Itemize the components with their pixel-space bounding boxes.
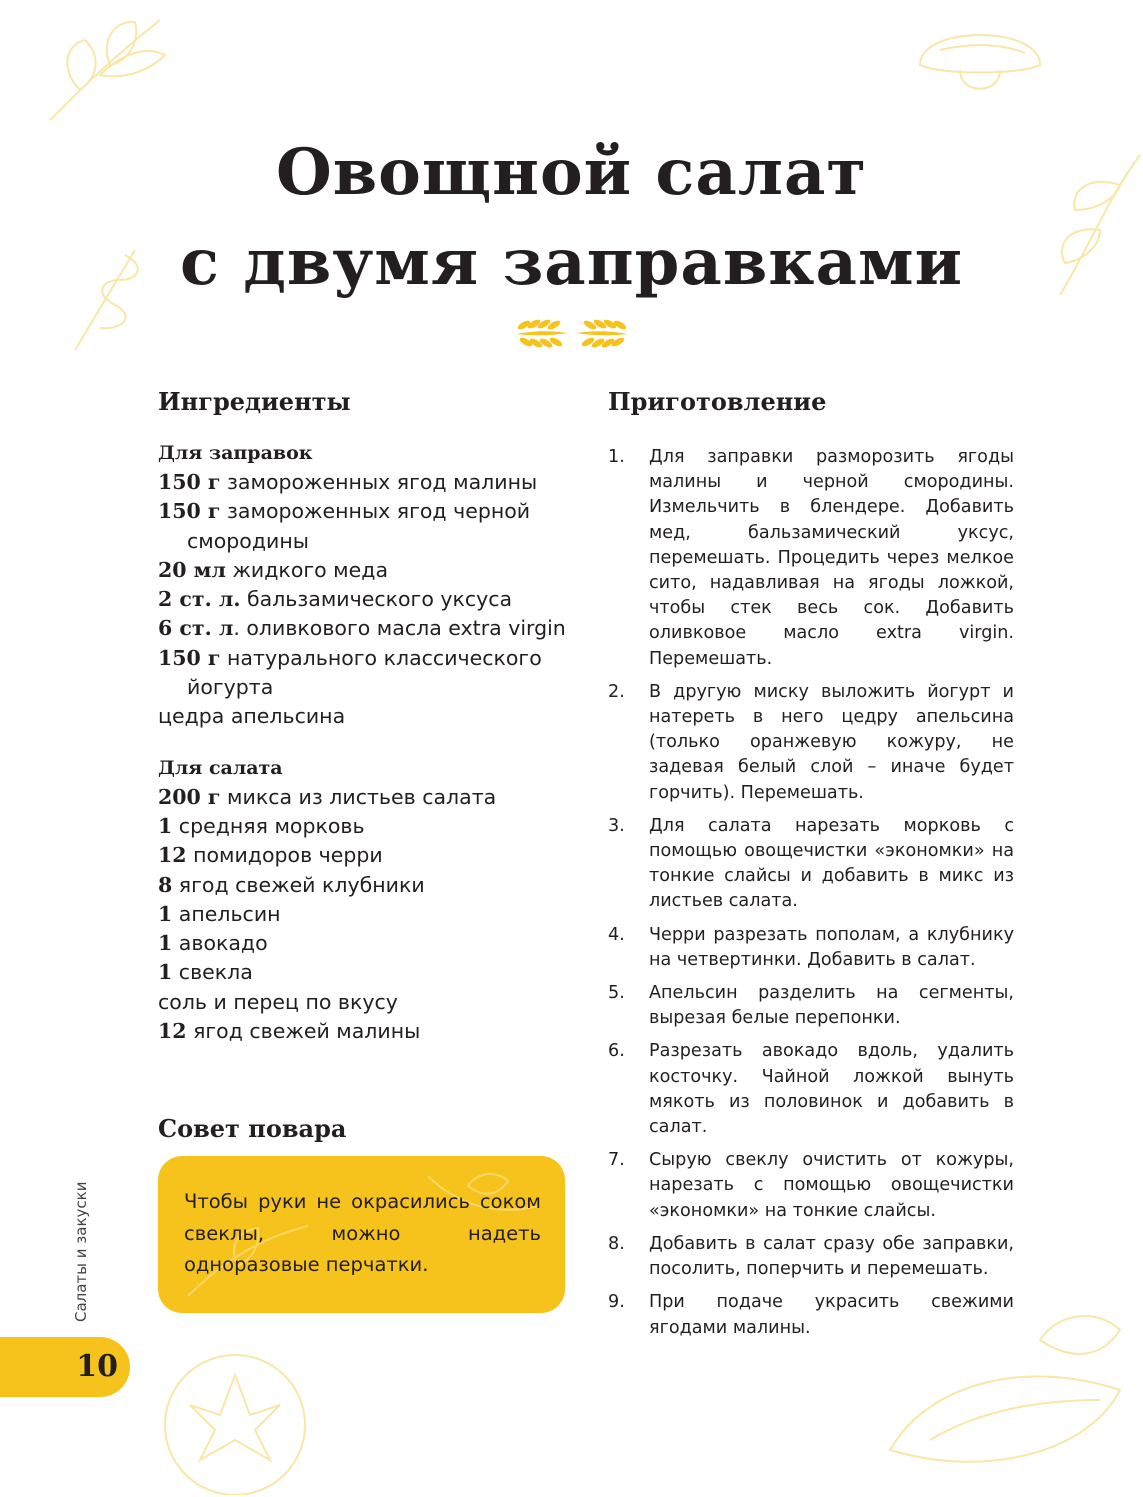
ingredient-group-title: Для салата [158,756,283,779]
ingredient-quantity: 1 [158,931,173,956]
ingredient-item [158,1017,568,1046]
ingredient-text: помидоров черри [193,843,383,868]
ingredient-item [158,958,568,987]
tip-box [158,1156,565,1313]
ingredient-quantity: 1 [158,813,173,838]
ingredient-quantity: 2 ст. л. [158,587,241,612]
ingredient-item [158,841,568,870]
ingredient-quantity: 1 [158,960,173,985]
title-line-2: с двумя заправками [179,225,964,300]
preparation-step [608,1039,1014,1140]
tomato-sketch-bottom-left [150,1335,320,1495]
step-number: 7. [608,1150,625,1171]
ingredient-text: свекла [178,960,253,985]
step-text: Разрезать авокадо вдоль, удалить косточку. Чайной ложкой вынуть мякоть из половинок и добавить в салат. [649,1041,1014,1138]
ingredient-text: бальзамического уксуса [246,587,513,612]
ingredient-group [158,439,568,732]
preparation-step [608,981,1014,1031]
ingredient-list [158,783,568,1047]
step-number: 9. [608,1292,625,1313]
ingredient-text: натурального классического йогурта [187,645,542,700]
ingredient-text: микса из листьев салата [227,784,497,809]
ingredient-text: жидкого меда [232,557,389,582]
step-number: 6. [608,1041,625,1062]
step-text: Апельсин разделить на сегменты, вырезая белые перепонки. [649,983,1014,1029]
page-number-badge [0,1337,130,1397]
ingredient-quantity: 200 г [158,784,221,809]
ingredient-quantity: 12 [158,1019,187,1044]
ingredient-quantity: 1 [158,901,173,926]
ingredient-quantity: 150 г [158,470,221,494]
preparation-column [608,385,1014,1349]
ingredient-quantity: 20 мл [158,557,226,582]
ingredient-group [158,754,568,1047]
ingredient-item [158,988,568,1017]
section-label: Салаты и закуски [72,1181,90,1322]
ingredient-quantity: 8 [158,872,173,897]
title-line-1: Овощной салат [275,135,868,210]
step-number: 2. [608,681,625,702]
ingredient-item [158,812,568,841]
ingredient-item [158,497,568,556]
preparation-heading: Приготовление [608,387,827,416]
ingredient-text: ягод свежей клубники [178,872,425,897]
ingredient-text: средняя морковь [178,813,365,838]
preparation-step [608,1290,1014,1340]
ingredient-item [158,644,568,703]
preparation-steps [608,445,1014,1341]
ingredient-item [158,702,568,731]
step-text: В другую миску выложить йогурт и натереть в него цедру апельсина (только оранжевую кожуру, не задевая белый слой – иначе будет горчить). Перемешать. [649,681,1014,803]
ingredient-quantity: 6 ст. л [158,616,234,641]
ingredient-text: авокадо [178,931,268,956]
step-number: 1. [608,447,625,467]
ingredient-item [158,614,568,643]
ingredient-quantity: 12 [158,843,187,868]
ingredient-item [158,929,568,958]
step-text: Добавить в салат сразу обе заправки, посолить, поперчить и перемешать. [649,1233,1014,1280]
preparation-step [608,1148,1014,1224]
tip-heading: Совет повара [158,1114,347,1144]
ingredient-quantity: 150 г [158,499,221,524]
page-number: 10 [76,1349,118,1384]
recipe-title [0,128,1143,308]
ingredient-list [158,468,568,732]
ingredients-heading: Ингредиенты [158,387,351,416]
mushroom-sketch-top-right [900,5,1060,125]
step-number: 4. [608,924,625,945]
ingredient-item [158,783,568,812]
ingredient-text: апельсин [178,901,281,926]
step-text: Черри разрезать пополам, а клубнику на четвертинки. Добавить в салат. [649,924,1014,970]
ingredient-text: . оливкового масла extra virgin [233,616,566,641]
ingredient-text: ягод свежей малины [193,1019,421,1044]
ingredient-item [158,871,568,900]
preparation-step [608,680,1014,806]
preparation-step [608,923,1014,973]
ingredient-item [158,585,568,614]
preparation-step [608,1232,1014,1282]
ingredient-text: замороженных ягод малины [227,470,538,494]
preparation-step [608,814,1014,915]
ingredient-groups [158,439,568,1046]
ingredient-quantity: 150 г [158,645,221,670]
preparation-step [608,445,1014,672]
ingredients-column [158,385,568,1313]
ingredient-text: соль и перец по вкусу [158,989,398,1014]
ingredient-item [158,556,568,585]
step-text: Для заправки разморозить ягоды малины и черной смородины. Измельчить в блендере. Добавить мед, бальзамический уксус, перемешать. Процедить через мелкое сито, надавливая на ягоды ложкой, чтобы стек весь сок. Добавить оливковое масло extra virgin. Перемешать. [649,447,1014,669]
ingredient-item [158,900,568,929]
ingredient-text: цедра апельсина [158,704,346,729]
laurel-ornament-icon [512,312,632,354]
herb-sketch-top-left [40,10,190,130]
ingredient-item [158,468,568,497]
step-text: При подаче украсить свежими ягодами малины. [649,1292,1014,1338]
step-number: 3. [608,815,625,836]
ingredient-group-title: Для заправок [158,442,313,464]
tip-text: Чтобы руки не окрасились соком свеклы, можно надеть одноразовые перчатки. [184,1190,541,1277]
step-text: Для салата нарезать морковь с помощью овощечистки «экономки» на тонкие слайсы и добавить в микс из листьев салата. [649,815,1014,912]
step-text: Сырую свеклу очистить от кожуры, нарезать с помощью овощечистки «экономки» на тонкие слайсы. [649,1150,1014,1221]
step-number: 5. [608,983,625,1004]
step-number: 8. [608,1233,625,1254]
ingredient-text: замороженных ягод черной смородины [187,499,531,553]
